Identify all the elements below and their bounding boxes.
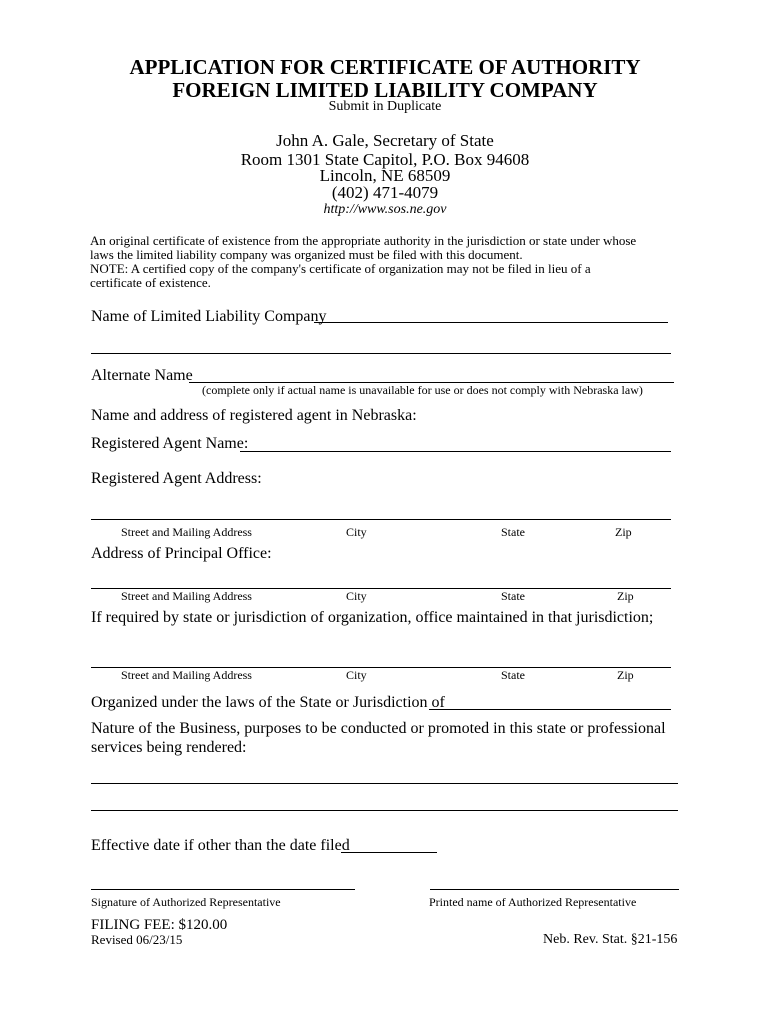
effective-date-input-line[interactable] <box>341 852 437 853</box>
nature-of-business-input-line[interactable] <box>91 810 678 811</box>
printed-name-input-line[interactable] <box>430 889 679 890</box>
address-state-caption: State <box>501 668 525 682</box>
principal-office-label: Address of Principal Office: <box>91 545 272 562</box>
office-name: John A. Gale, Secretary of State <box>276 131 494 150</box>
registered-agent-address-label: Registered Agent Address: <box>91 470 262 487</box>
address-state-caption: State <box>501 525 525 539</box>
intro-paragraph <box>90 234 680 290</box>
form-title-line2: FOREIGN LIMITED LIABILITY COMPANY <box>172 78 598 102</box>
address-street-caption: Street and Mailing Address <box>121 589 252 603</box>
form-title-line1: APPLICATION FOR CERTIFICATE OF AUTHORITY <box>129 55 641 79</box>
llc-name-input-line[interactable] <box>314 322 668 323</box>
address-state-caption: State <box>501 589 525 603</box>
registered-agent-name-input-line[interactable] <box>240 451 671 452</box>
alternate-name-note: (complete only if actual name is unavailable for use or does not comply with Nebraska law) <box>202 383 643 397</box>
intro-line: NOTE: A certified copy of the company's certificate of organization may not be filed in lieu of a <box>90 261 591 276</box>
organized-under-label: Organized under the laws of the State or Jurisdiction of <box>91 694 445 711</box>
office-city: Lincoln, NE 68509 <box>319 166 451 185</box>
nature-of-business-line1: Nature of the Business, purposes to be conducted or promoted in this state or professional <box>91 720 666 737</box>
filing-fee: FILING FEE: $120.00 <box>91 917 228 933</box>
registered-agent-name-label: Registered Agent Name: <box>91 435 249 452</box>
printed-name-label: Printed name of Authorized Representative <box>429 895 637 909</box>
llc-name-continuation-line[interactable] <box>91 353 671 354</box>
address-zip-caption: Zip <box>617 668 634 682</box>
office-address: Room 1301 State Capitol, P.O. Box 94608 <box>240 150 530 169</box>
address-city-caption: City <box>346 525 367 539</box>
intro-line: An original certificate of existence from the appropriate authority in the jurisdiction or state under whose <box>90 233 637 248</box>
signature-label: Signature of Authorized Representative <box>91 895 281 909</box>
address-city-caption: City <box>346 668 367 682</box>
nature-of-business-input-line[interactable] <box>91 783 678 784</box>
registered-agent-address-input-line[interactable] <box>91 519 671 520</box>
registered-agent-heading: Name and address of registered agent in Nebraska: <box>91 407 417 424</box>
revision-date: Revised 06/23/15 <box>91 932 183 947</box>
intro-line: laws the limited liability company was organized must be filed with this document. <box>90 247 523 262</box>
nature-of-business-line2: services being rendered: <box>91 739 247 756</box>
office-url[interactable]: http://www.sos.ne.gov <box>323 202 447 217</box>
statute-reference: Neb. Rev. Stat. §21-156 <box>543 932 678 947</box>
alternate-name-label: Alternate Name <box>91 367 193 384</box>
office-phone: (402) 471-4079 <box>331 183 439 202</box>
address-zip-caption: Zip <box>615 525 632 539</box>
form-subtitle: Submit in Duplicate <box>328 99 442 114</box>
jurisdiction-office-label: If required by state or jurisdiction of organization, office maintained in that jurisdiction; <box>91 609 654 626</box>
effective-date-label: Effective date if other than the date filed <box>91 837 350 854</box>
signature-input-line[interactable] <box>91 889 355 890</box>
address-zip-caption: Zip <box>617 589 634 603</box>
organized-under-input-line[interactable] <box>429 709 671 710</box>
intro-line: certificate of existence. <box>90 275 211 290</box>
llc-name-label: Name of Limited Liability Company <box>91 308 327 325</box>
address-street-caption: Street and Mailing Address <box>121 525 252 539</box>
address-city-caption: City <box>346 589 367 603</box>
address-street-caption: Street and Mailing Address <box>121 668 252 682</box>
